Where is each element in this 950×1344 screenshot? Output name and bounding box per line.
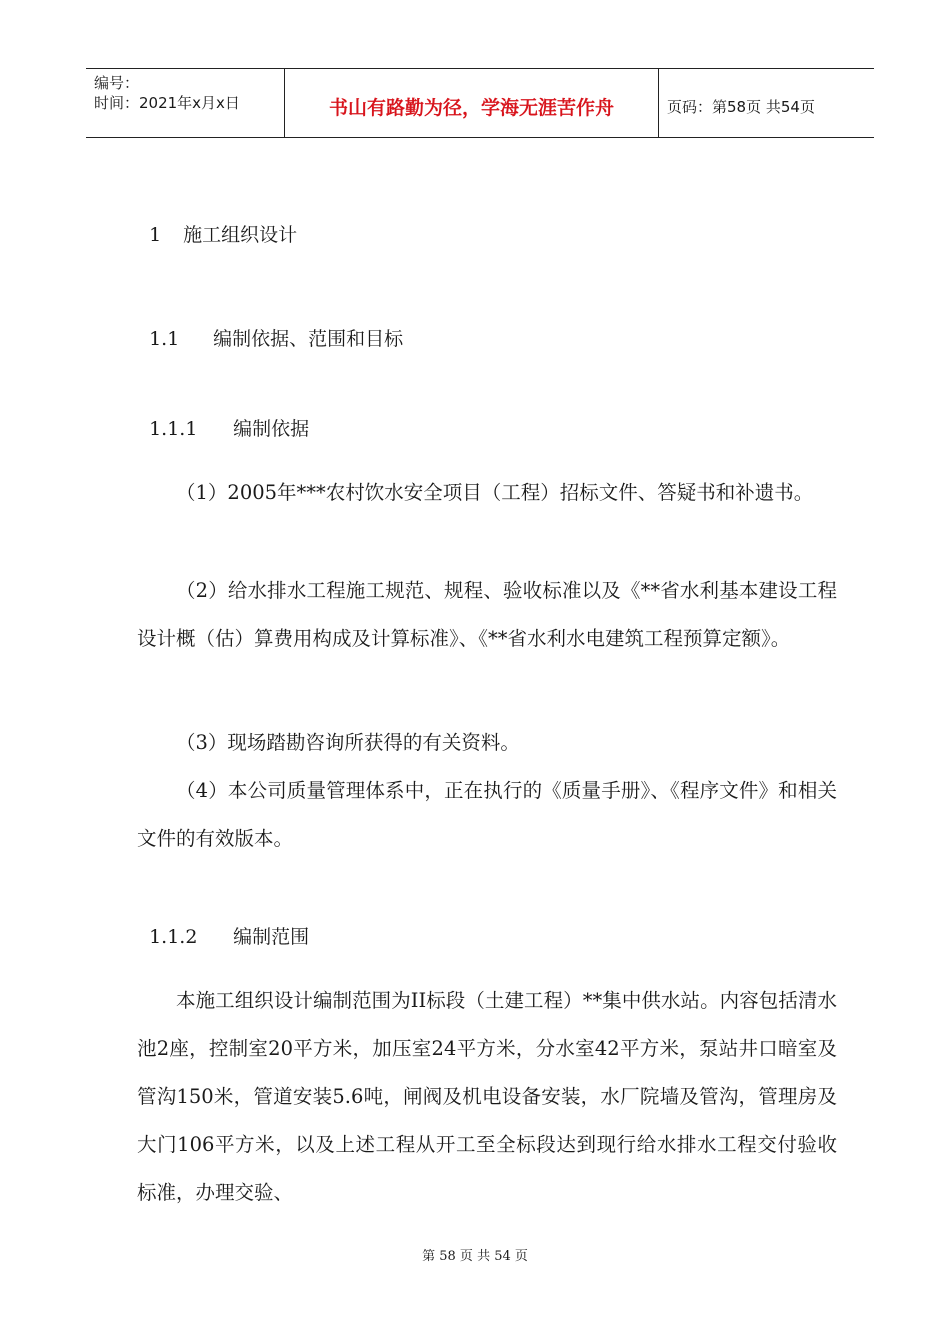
heading-1-1-2 <box>137 900 309 949</box>
time-label: 时间：2021年x月x日 <box>94 94 240 112</box>
heading-1-1-1-title: 编制依据 <box>233 418 310 440</box>
paragraph-5: 本施工组织设计编制范围为II标段（土建工程）**集中供水站。内容包括清水池2座，控制室20平方米，加压室24平方米，分水室42平方米，泵站井口暗室及管沟150米，管道安装5.6吨，闸阀及机电设备安装，水厂院墙及管沟，管理房及大门106平方米，以及上述工程从开工至全标段达到现行给水排水工程交付验收标准，办理交验、 <box>137 989 837 1204</box>
doc-number-label: 编号： <box>94 74 140 92</box>
page-footer: 第 58 页 共 54 页 <box>422 1249 528 1264</box>
paragraph-4: （4）本公司质量管理体系中，正在执行的《质量手册》、《程序文件》和相关文件的有效版本。 <box>137 779 837 850</box>
heading-1 <box>137 198 297 247</box>
paragraph-3: （3）现场踏勘咨询所获得的有关资料。 <box>176 731 520 754</box>
header-page-label: 页码：第58页 共54页 <box>667 97 815 116</box>
heading-1-number: 1 <box>149 224 162 246</box>
heading-1-1-title: 编制依据、范围和目标 <box>213 328 404 350</box>
heading-1-1 <box>137 302 403 351</box>
header-motto: 书山有路勤为径，学海无涯苦作舟 <box>285 69 659 137</box>
heading-1-title: 施工组织设计 <box>183 224 298 246</box>
page-header <box>86 68 874 138</box>
heading-1-1-2-title: 编制范围 <box>233 926 310 948</box>
header-meta <box>86 69 285 137</box>
heading-1-1-number: 1.1 <box>149 328 180 350</box>
heading-1-1-1 <box>137 392 309 441</box>
paragraph-2: （2）给水排水工程施工规范、规程、验收标准以及《**省水利基本建设工程设计概（估）算费用构成及计算标准》、《**省水利水电建筑工程预算定额》。 <box>137 579 837 650</box>
paragraph-1: （1）2005年***农村饮水安全项目（工程）招标文件、答疑书和补遗书。 <box>176 481 814 504</box>
heading-1-1-1-number: 1.1.1 <box>149 418 198 440</box>
heading-1-1-2-number: 1.1.2 <box>149 926 198 948</box>
